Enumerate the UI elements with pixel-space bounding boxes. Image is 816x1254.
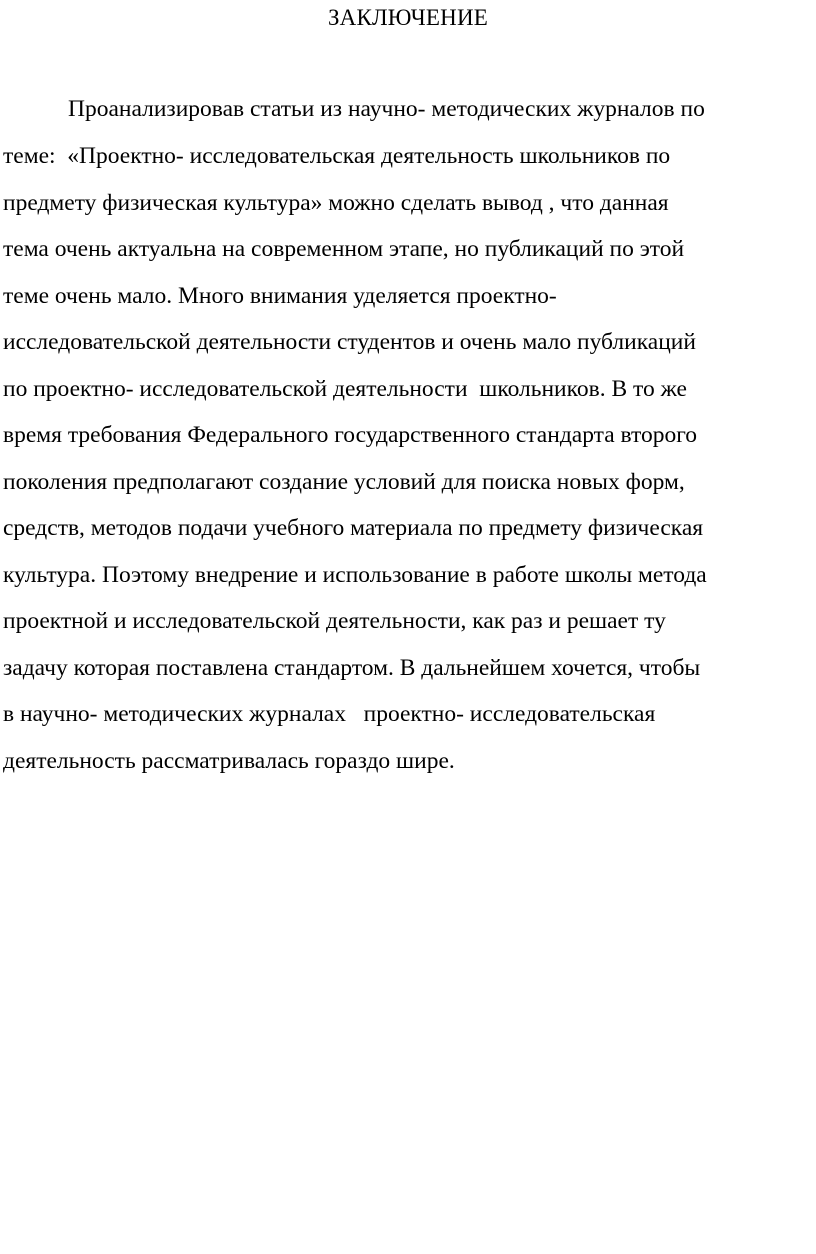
paragraph-line: средств, методов подачи учебного материала по предмету физическая bbox=[3, 515, 704, 541]
paragraph-line: по проектно- исследовательской деятельности школьников. В то же bbox=[3, 376, 687, 402]
paragraph-line: теме очень мало. Много внимания уделяется проектно- bbox=[3, 283, 557, 309]
paragraph-line: проектной и исследовательской деятельности, как раз и решает ту bbox=[3, 608, 666, 634]
paragraph-line: задачу которая поставлена стандартом. В дальнейшем хочется, чтобы bbox=[3, 655, 701, 681]
page-title: ЗАКЛЮЧЕНИЕ bbox=[327, 5, 489, 30]
paragraph-line: тема очень актуальна на современном этапе, но публикаций по этой bbox=[3, 236, 685, 262]
paragraph-line: время требования Федерального государственного стандарта второго bbox=[3, 422, 698, 448]
paragraph-line: теме: «Проектно- исследовательская деятельность школьников по bbox=[3, 143, 671, 169]
paragraph-line: Проанализировав статьи из научно- методических журналов по bbox=[68, 96, 705, 122]
paragraph-line: исследовательской деятельности студентов и очень мало публикаций bbox=[3, 329, 696, 355]
paragraph-line: культура. Поэтому внедрение и использование в работе школы метода bbox=[3, 562, 707, 588]
paragraph-line: деятельность рассматривалась гораздо шире. bbox=[3, 748, 455, 774]
paragraph-line: поколения предполагают создание условий для поиска новых форм, bbox=[3, 469, 685, 495]
paragraph-line: в научно- методических журналах проектно- исследовательская bbox=[3, 701, 656, 727]
paragraph-line: предмету физическая культура» можно сделать вывод , что данная bbox=[3, 190, 669, 216]
